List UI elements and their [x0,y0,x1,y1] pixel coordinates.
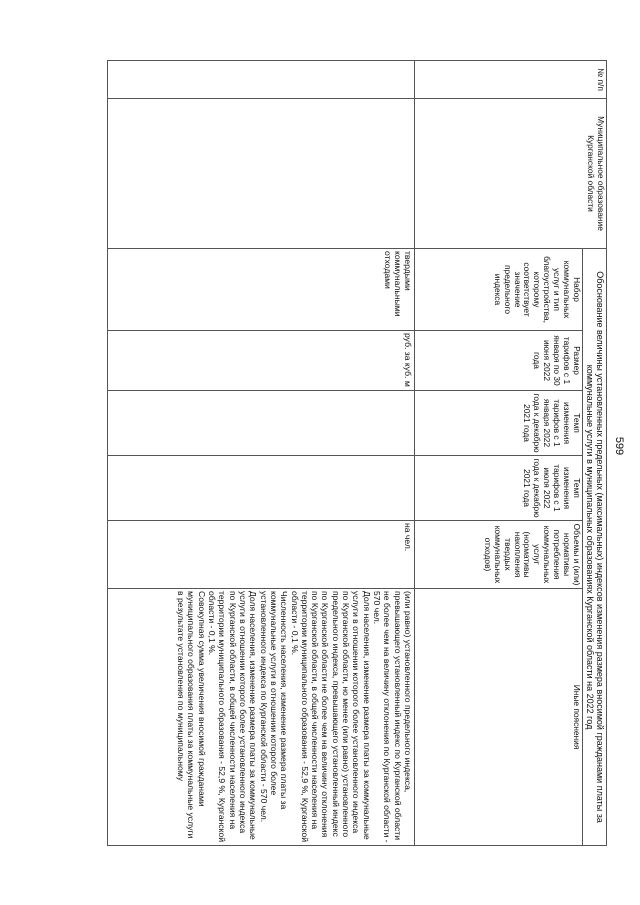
cell-service-set: твердыми коммунальными отходами [108,249,415,331]
header-rate-january: Темп изменения тарифов с 1 января 2022 года к декабрю 2021 года [415,391,583,456]
cell-rate-january [108,391,415,456]
header-notes: Иные пояснения [415,589,583,846]
header-rate-july: Темп изменения тарифов с 1 июля 2022 года к декабрю 2021 года [415,456,583,521]
cell-tariff-size: руб. за куб. м [108,331,415,391]
cell-municipality [108,99,415,249]
header-group-title: Обоснование величины установленных предельных (максимальных) индексов изменения размера вносимой гражданами платы за коммунальные услуги в муниципальных образованиях Курганской области на 2022 год [583,249,607,846]
table-row [108,61,415,846]
header-tariff-size: Размер тарифов с 1 января по 30 июня 2022 года [415,331,583,391]
page-number: 599 [613,436,626,456]
header-service-set: Набор коммунальных услуг и тип благоустройства, которому соответствует значение предельного индекса [415,249,583,331]
header-num: № п/п [415,61,607,99]
rotated-table-container [107,60,607,845]
cell-notes: (или равно) установленного предельного индекса, превышающего установленный индекс по Курганской области не более чем на величину отклонения по Курганской области - 570 чел. Доля населения, изменение размера платы за коммунальные услуги в отношении которого более установленного индекса по Курганской области, но менее (или равно) установленного предельного индекса, превышающего установленный индекс по Курганской области не более чем на величину отклонения по Курганской области, в общей численности населения на территории муниципального образования - 52,9 %, Курганской области - 0,1 %. Численность населения, изменение размера платы за коммунальные услуги в отношении которого более установленного индекса по Курганской области - 570 чел. Доля населения, изменение размера платы за коммунальные услуги в отношении которого более установленного индекса по Курганской области, в общей численности населения на территории муниципального образования - 52,9 %, Курганской области - 0,1 %. Совокупная сумма увеличения вносимой гражданами муниципального образования платы за коммунальные услуги в результате установления по муниципальному [108,589,415,846]
header-volume: Объемы и (или) нормативы потребления коммунальных услуг (нормативы накопления твердых коммунальных отходов) [415,521,583,589]
cell-volume: на чел. [108,521,415,589]
cell-num [108,61,415,99]
justification-table [107,60,607,846]
header-municipality: Муниципальное образование Курганской области [415,99,607,249]
cell-rate-july [108,456,415,521]
